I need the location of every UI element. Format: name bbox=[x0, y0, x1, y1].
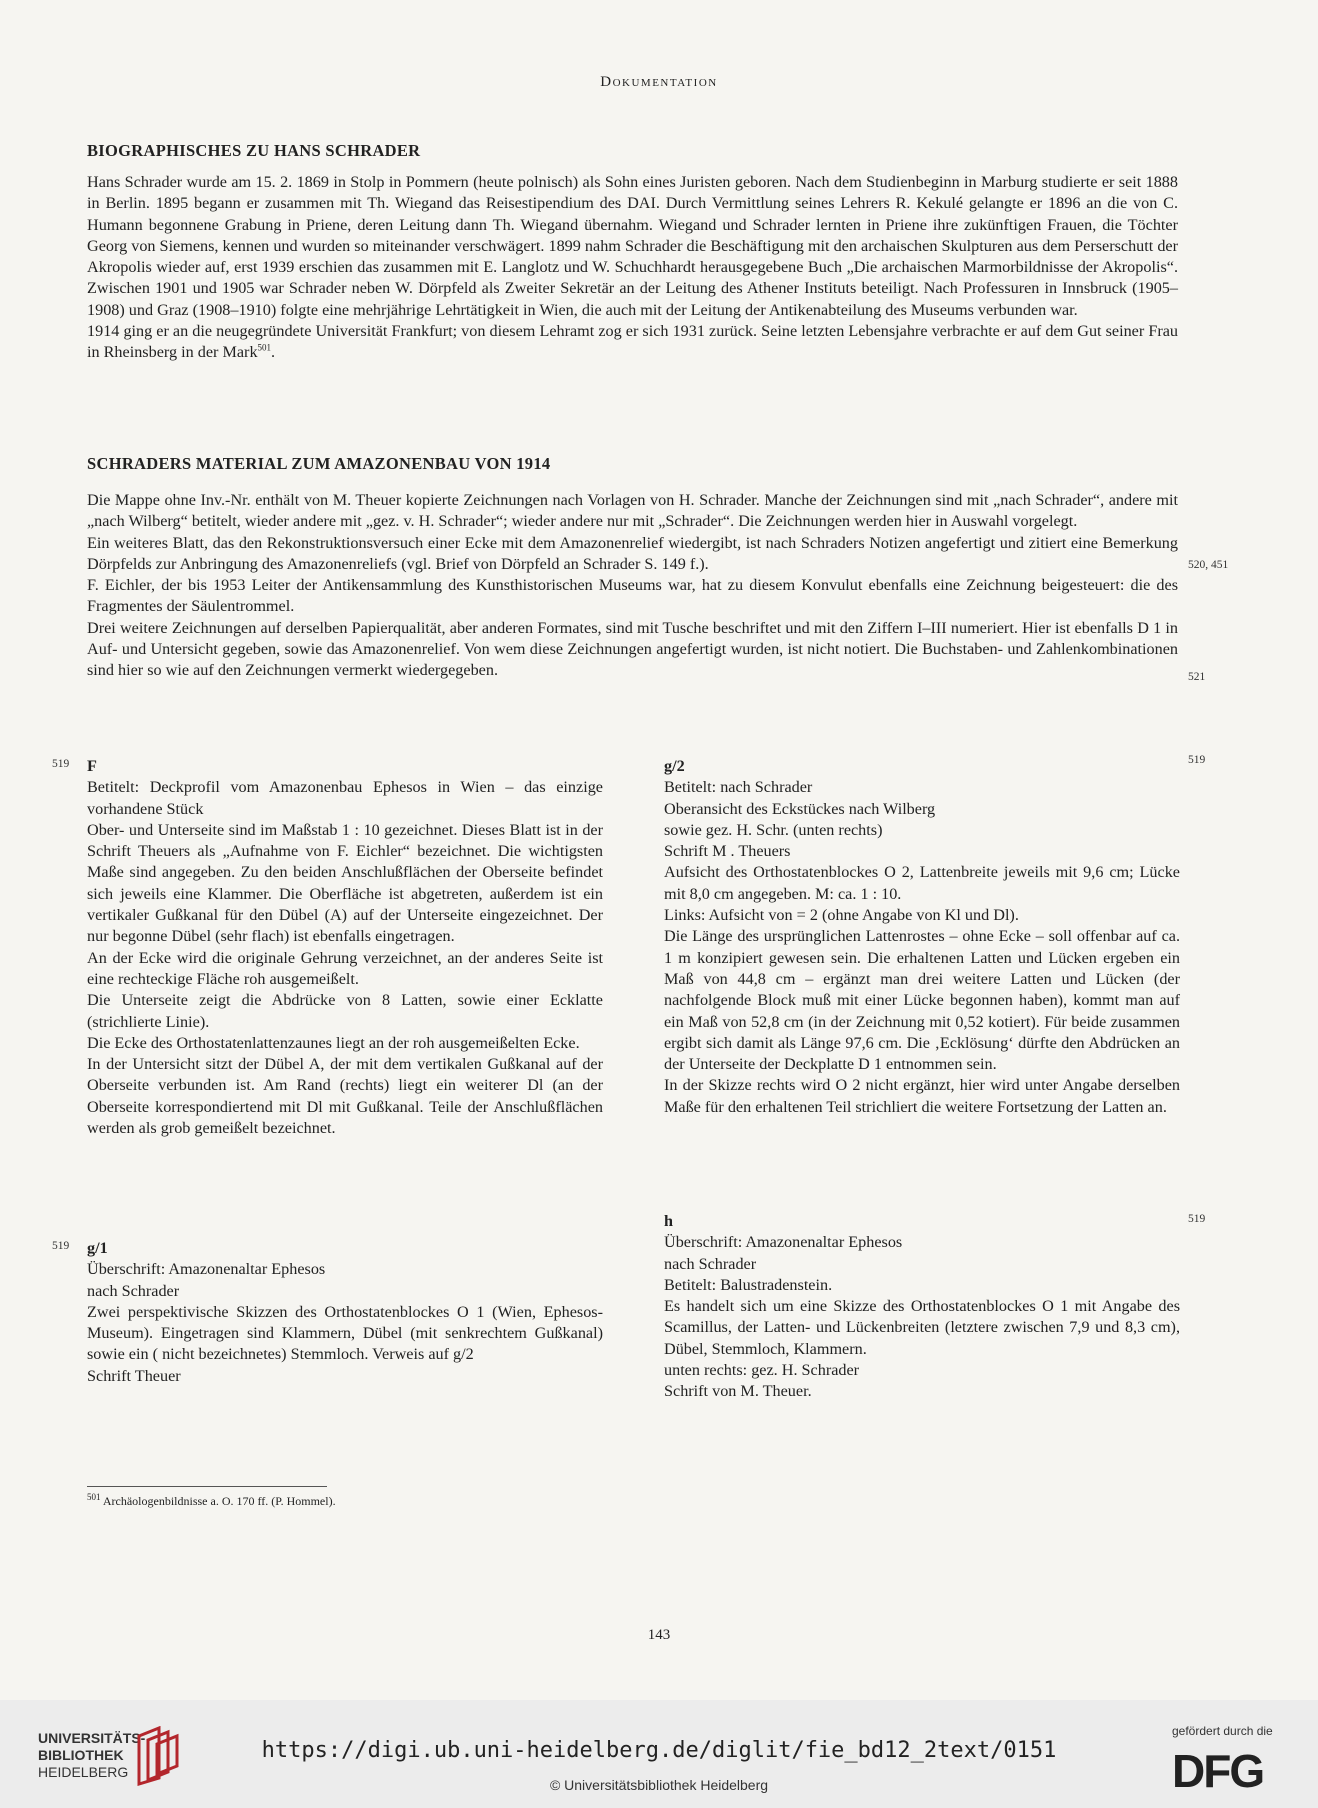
left-column-F bbox=[87, 756, 603, 1139]
material-text bbox=[87, 490, 1178, 682]
entry-line: Die Länge des ursprünglichen Lattenrostes – ohne Ecke – soll offenbar auf ca. 1 m konzipiert gewesen sein. Die erhaltenen Latten und Lücken ergeben ein Maß von 44,8 cm – ergänzt man drei weitere Latten und Lücken (der nachfolgende Block muß mit einer Lücke begonnen haben), kommt man auf ein Maß von 52,8 cm (in der Zeichnung mit 0,52 kotiert). Für beide zusammen ergibt sich damit als Länge 97,6 cm. Die ‚Ecklösung‘ dürfte den Abdrücken an der Unterseite der Deckplatte D 1 entnommen sein. bbox=[664, 927, 1180, 1074]
margin-ref-5: 519 bbox=[52, 1240, 70, 1252]
entry-line: Zwei perspektivische Skizzen des Orthostatenblockes O 1 (Wien, Ephesos- Museum). Eingetragen sind Klammern, Dübel (mit senkrechtem Gußkanal) sowie ein ( nicht bezeichnetes) Stemmloch. Verweis auf g/2 bbox=[87, 1302, 603, 1364]
entry-line: Aufsicht des Orthostatenblockes O 2, Lattenbreite jeweils mit 9,6 cm; Lücke mit 8,0 cm angegeben. M: ca. 1 : 10. bbox=[664, 863, 1180, 903]
material-paragraph-1: Die Mappe ohne Inv.-Nr. enthält von M. Theuer kopierte Zeichnungen nach Vorlagen von H. Schrader. Manche der Zeichnungen sind mit „nach Schrader“, andere mit „nach Wilberg“ betitelt, wieder andere mit „gez. v. H. Schrader“; wieder andere nur mit „Schrader“. Die Zeichnungen werden hier in Auswahl vorgelegt. bbox=[87, 491, 1178, 531]
entry-title-g2: g/2 bbox=[664, 757, 685, 775]
entry-title-g1: g/1 bbox=[87, 1239, 108, 1257]
margin-ref-1: 520, 451 bbox=[1188, 559, 1229, 571]
funding-text: gefördert durch die bbox=[1172, 1724, 1273, 1738]
biography-paragraph-2: 1914 ging er an die neugegründete Universität Frankfurt; von diesem Lehramt zog er sich 1931 zurück. Seine letzten Lebensjahre verbrachte er auf dem Gut seiner Frau in Rheinsberg in der Mark$^{501}$. bbox=[87, 322, 1178, 362]
entry-line: sowie gez. H. Schr. (unten rechts) bbox=[664, 820, 883, 839]
entry-line: Betitelt: nach Schrader bbox=[664, 778, 813, 797]
margin-ref-6: 519 bbox=[1188, 1213, 1206, 1225]
footnote bbox=[87, 1494, 336, 1509]
margin-ref-3: 519 bbox=[52, 758, 70, 770]
permalink-url[interactable]: https://digi.ub.uni-heidelberg.de/diglit/fie_bd12_2text/0151 bbox=[261, 1738, 1057, 1763]
entry-line: Die Unterseite zeigt die Abdrücke von 8 Latten, sowie einer Ecklatte (strichlierte Linie). bbox=[87, 991, 603, 1031]
entry-line: Die Ecke des Orthostatenlattenzaunes liegt an der roh ausgemeißelten Ecke. bbox=[87, 1033, 580, 1052]
footnote-number: 501 bbox=[87, 1492, 101, 1502]
entry-line: In der Skizze rechts wird O 2 nicht ergänzt, hier wird unter Angabe derselben Maße für den erhaltenen Teil strichliert die weitere Fortsetzung der Latten an. bbox=[664, 1076, 1180, 1116]
right-column-h bbox=[664, 1211, 1180, 1403]
entry-title-h: h bbox=[664, 1212, 674, 1230]
material-paragraph-2: Ein weiteres Blatt, das den Rekonstruktionsversuch einer Ecke mit dem Amazonenrelief wiedergibt, ist nach Schraders Notizen angefertigt und zitiert eine Bemerkung Dörpfelds zur Anbringung des Amazonenreliefs (vgl. Brief von Dörpfeld an Schrader S. 149 f.). bbox=[87, 533, 1178, 573]
footnote-text: Archäologenbildnisse a. O. 170 ff. (P. Hommel). bbox=[102, 1494, 336, 1508]
material-paragraph-4: Drei weitere Zeichnungen auf derselben Papierqualität, aber anderen Formates, sind mit Tusche beschriftet und mit den Ziffern I–III numeriert. Hier ist ebenfalls D 1 in Auf- und Untersicht gegeben, sowie das Amazonenrelief. Von wem diese Zeichnungen angefertigt wurden, ist nicht notiert. Die Buchstaben- und Zahlenkombinationen sind hier so wie auf den Zeichnungen vermerkt wiedergegeben. bbox=[87, 618, 1178, 680]
entry-line: Schrift Theuer bbox=[87, 1366, 181, 1385]
biography-paragraph-1: Hans Schrader wurde am 15. 2. 1869 in Stolp in Pommern (heute polnisch) als Sohn eines Juristen geboren. Nach dem Studienbeginn in Marburg studierte er seit 1888 in Berlin. 1895 begann er zusammen mit Th. Wiegand das Reisestipendium des DAI. Durch Vermittlung seines Lehrers R. Kekulé gelangte er 1896 an die von C. Humann begonnene Grabung in Priene, deren Leitung dann Th. Wiegand übernahm. Wiegand und Schrader lernten in Priene ihre zukünftigen Frauen, die Töchter Georg von Siemens, kennen und wurden so miteinander verschwägert. 1899 nahm Schrader die Beschäftigung mit den archaischen Skulpturen aus dem Perserschutt der Akropolis wieder auf, erst 1939 erschien das zusammen mit E. Langlotz und W. Schuchhardt herausgegebene Buch „Die archaischen Marmorbildnisse der Akropolis“. Zwischen 1901 und 1905 war Schrader neben W. Dörpfeld als Zweiter Sekretär an der Leitung des Athener Instituts beteiligt. Nach Professuren in Innsbruck (1905–1908) und Graz (1908–1910) folgte eine mehrjährige Lehrtätigkeit in Wien, die auch mit der Leitung der Antikenabteilung des Museums verbunden war. bbox=[87, 173, 1178, 319]
footnote-divider bbox=[87, 1486, 327, 1487]
entry-line: Es handelt sich um eine Skizze des Orthostatenblockes O 1 mit Angabe des Scamillus, der Latten- und Lückenbreiten (letztere zwischen 7,9 und 8,3 cm), Dübel, Stemmloch, Klammern. bbox=[664, 1297, 1180, 1358]
margin-ref-2: 521 bbox=[1188, 671, 1206, 683]
dfg-logo[interactable]: DFG bbox=[1172, 1745, 1264, 1797]
ub-heidelberg-logo[interactable]: UNIVERSITÄTS- BIBLIOTHEK HEIDELBERG bbox=[38, 1730, 146, 1780]
entry-line: Schrift von M. Theuer. bbox=[664, 1382, 812, 1401]
entry-line: Oberansicht des Eckstückes nach Wilberg bbox=[664, 799, 936, 818]
entry-line: Schrift M . Theuers bbox=[664, 842, 791, 861]
entry-line: Betitelt: Deckprofil vom Amazonenbau Ephesos in Wien – das einzige vorhandene Stück bbox=[87, 778, 603, 818]
entry-line: In der Untersicht sitzt der Dübel A, der mit dem vertikalen Gußkanal auf der Oberseite verbunden ist. Am Rand (rechts) liegt ein weiterer Dl (an der Oberseite korrespondiertend mit Dl mit Gußkanal. Teile der Anschlußflächen werden als grob gemeißelt bezeichnet. bbox=[87, 1055, 603, 1138]
entry-line: nach Schrader bbox=[87, 1281, 180, 1300]
left-column-g1 bbox=[87, 1238, 603, 1387]
entry-line: Betitelt: Balustradenstein. bbox=[664, 1275, 833, 1294]
entry-line: nach Schrader bbox=[664, 1254, 757, 1273]
entry-line: Links: Aufsicht von = 2 (ohne Angabe von Kl und Dl). bbox=[664, 906, 1019, 925]
running-header: Dokumentation bbox=[600, 74, 718, 90]
viewer-footer bbox=[0, 1700, 1318, 1808]
material-paragraph-3: F. Eichler, der bis 1953 Leiter der Antikensammlung des Kunsthistorischen Museums war, hat zu diesem Konvulut ebenfalls eine Zeichnung beigesteuert: die des Fragmentes der Säulentrommel. bbox=[87, 576, 1178, 616]
entry-line: An der Ecke wird die originale Gehrung verzeichnet, an der anderes Seite ist eine rechteckige Fläche roh ausgemeißelt. bbox=[87, 948, 603, 988]
page-number: 143 bbox=[647, 1627, 671, 1643]
footnote-ref[interactable]: 501 bbox=[257, 342, 272, 353]
right-column-g2 bbox=[664, 756, 1180, 1118]
margin-ref-4: 519 bbox=[1188, 754, 1206, 766]
biography-text bbox=[87, 172, 1178, 364]
entry-line: Überschrift: Amazonenaltar Ephesos bbox=[664, 1233, 903, 1252]
section-title-biography: BIOGRAPHISCHES ZU HANS SCHRADER bbox=[87, 141, 421, 160]
entry-line: unten rechts: gez. H. Schrader bbox=[664, 1361, 860, 1380]
entry-line: Überschrift: Amazonenaltar Ephesos bbox=[87, 1260, 326, 1279]
section-title-material: SCHRADERS MATERIAL ZUM AMAZONENBAU VON 1914 bbox=[87, 454, 551, 473]
entry-title-F: F bbox=[87, 757, 97, 775]
copyright-text: © Universitätsbibliothek Heidelberg bbox=[549, 1777, 769, 1793]
entry-line: Ober- und Unterseite sind im Maßstab 1 : 10 gezeichnet. Dieses Blatt ist in der Schrift Theuers als „Aufnahme von F. Eichler“ bezeichnet. Die wichtigsten Maße sind angegeben. Zu den beiden Anschlußflächen der Oberseite befindet sich jeweils eine Klammer. Die Oberfläche ist abgetreten, außerdem ist ein vertikaler Gußkanal für den Dübel (A) auf der Unterseite eingezeichnet. Der nur begonne Dübel (sehr flach) ist ebenfalls eingetragen. bbox=[87, 820, 603, 946]
